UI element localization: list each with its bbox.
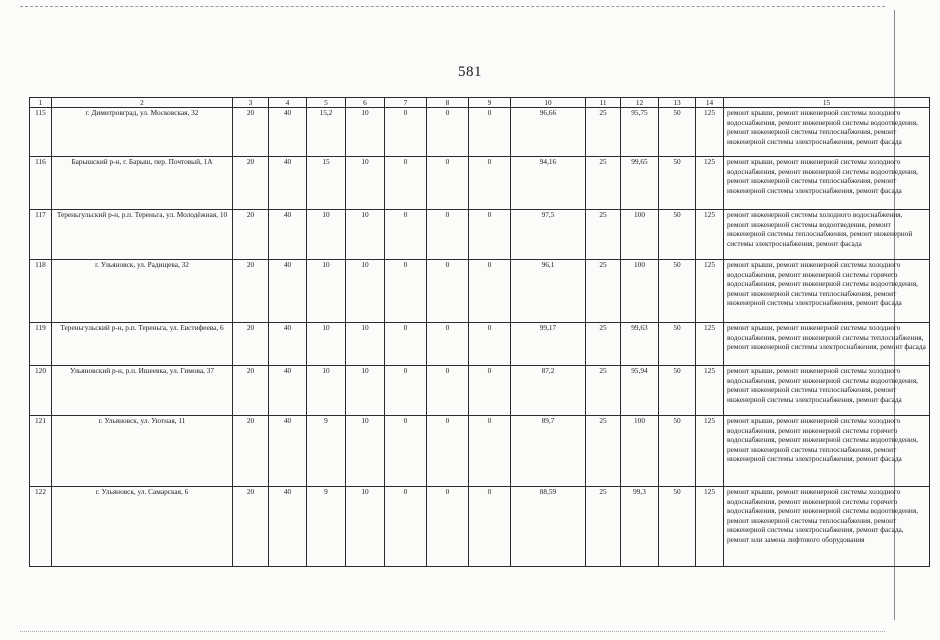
value-cell-c5: 10	[307, 366, 346, 416]
value-cell-c5: 9	[307, 487, 346, 567]
value-cell-c13: 50	[659, 210, 696, 260]
table-row	[30, 487, 930, 567]
value-cell-c8: 0	[427, 108, 469, 157]
value-cell-c7: 0	[385, 366, 427, 416]
value-cell-c11: 25	[586, 366, 621, 416]
works-cell: ремонт крыши, ремонт инженерной системы холодного водоснабжения, ремонт инженерной системы водоотведения, ремонт инженерной системы теплоснабжения, ремонт инженерной системы электроснабжения, ремонт фасада	[724, 108, 930, 157]
value-cell-c7: 0	[385, 108, 427, 157]
works-cell: ремонт крыши, ремонт инженерной системы холодного водоснабжения, ремонт инженерной системы теплоснабжения, ремонт инженерной системы электроснабжения, ремонт фасада	[724, 323, 930, 366]
value-cell-c10: 89,7	[511, 416, 586, 487]
value-cell-c8: 0	[427, 487, 469, 567]
column-number-8: 8	[427, 98, 469, 108]
value-cell-c11: 25	[586, 108, 621, 157]
value-cell-c13: 50	[659, 366, 696, 416]
value-cell-c5: 10	[307, 323, 346, 366]
row-number-cell: 119	[30, 323, 52, 366]
works-cell: ремонт крыши, ремонт инженерной системы холодного водоснабжения, ремонт инженерной системы водоотведения, ремонт инженерной системы теплоснабжения, ремонт инженерной системы электроснабжения, ремонт фасада	[724, 366, 930, 416]
value-cell-c6: 10	[346, 108, 385, 157]
value-cell-c10: 97,5	[511, 210, 586, 260]
value-cell-c12: 100	[621, 260, 659, 323]
value-cell-c3: 20	[233, 487, 269, 567]
row-number-cell: 117	[30, 210, 52, 260]
row-number-cell: 121	[30, 416, 52, 487]
value-cell-c14: 125	[696, 323, 724, 366]
works-cell: ремонт крыши, ремонт инженерной системы холодного водоснабжения, ремонт инженерной системы горячего водоснабжения, ремонт инженерной системы водоотведения, ремонт инженерной системы теплоснабжения, ремонт инженерной системы электроснабжения, ремонт фасада, ремонт или замена лифтового оборудования	[724, 487, 930, 567]
page-number: 581	[458, 64, 482, 80]
column-number-14: 14	[696, 98, 724, 108]
column-number-3: 3	[233, 98, 269, 108]
value-cell-c8: 0	[427, 323, 469, 366]
address-cell: г. Ульяновск, ул. Уютная, 11	[52, 416, 233, 487]
repair-program-table	[29, 97, 930, 567]
works-cell: ремонт крыши, ремонт инженерной системы холодного водоснабжения, ремонт инженерной системы водоотведения, ремонт инженерной системы теплоснабжения, ремонт инженерной системы электроснабжения, ремонт фасада	[724, 157, 930, 210]
value-cell-c4: 40	[269, 366, 307, 416]
value-cell-c4: 40	[269, 416, 307, 487]
value-cell-c9: 0	[469, 210, 511, 260]
value-cell-c6: 10	[346, 366, 385, 416]
value-cell-c6: 10	[346, 210, 385, 260]
value-cell-c4: 40	[269, 487, 307, 567]
address-cell: Тереньгульский р-н, р.п. Тереньга, ул. Евстифеева, 6	[52, 323, 233, 366]
value-cell-c6: 10	[346, 157, 385, 210]
column-number-6: 6	[346, 98, 385, 108]
column-number-10: 10	[511, 98, 586, 108]
value-cell-c5: 10	[307, 210, 346, 260]
column-number-9: 9	[469, 98, 511, 108]
table-row	[30, 260, 930, 323]
value-cell-c14: 125	[696, 260, 724, 323]
column-number-row	[30, 98, 930, 108]
value-cell-c10: 87,2	[511, 366, 586, 416]
value-cell-c4: 40	[269, 210, 307, 260]
value-cell-c11: 25	[586, 260, 621, 323]
value-cell-c9: 0	[469, 260, 511, 323]
value-cell-c13: 50	[659, 323, 696, 366]
table-row	[30, 323, 930, 366]
column-number-12: 12	[621, 98, 659, 108]
value-cell-c8: 0	[427, 157, 469, 210]
value-cell-c5: 10	[307, 260, 346, 323]
value-cell-c6: 10	[346, 323, 385, 366]
row-number-cell: 115	[30, 108, 52, 157]
value-cell-c4: 40	[269, 108, 307, 157]
scan-edge-bottom	[20, 631, 885, 632]
value-cell-c13: 50	[659, 487, 696, 567]
value-cell-c11: 25	[586, 157, 621, 210]
column-number-15: 15	[724, 98, 930, 108]
value-cell-c9: 0	[469, 157, 511, 210]
value-cell-c3: 20	[233, 323, 269, 366]
value-cell-c8: 0	[427, 210, 469, 260]
works-cell: ремонт крыши, ремонт инженерной системы холодного водоснабжения, ремонт инженерной системы горячего водоснабжения, ремонт инженерной системы водоотведения, ремонт инженерной системы теплоснабжения, ремонт инженерной системы электроснабжения, ремонт фасада	[724, 416, 930, 487]
value-cell-c3: 20	[233, 157, 269, 210]
table-row	[30, 108, 930, 157]
value-cell-c8: 0	[427, 366, 469, 416]
value-cell-c7: 0	[385, 487, 427, 567]
column-number-4: 4	[269, 98, 307, 108]
value-cell-c11: 25	[586, 210, 621, 260]
value-cell-c9: 0	[469, 323, 511, 366]
value-cell-c9: 0	[469, 366, 511, 416]
value-cell-c11: 25	[586, 323, 621, 366]
value-cell-c4: 40	[269, 260, 307, 323]
value-cell-c10: 96,66	[511, 108, 586, 157]
value-cell-c3: 20	[233, 366, 269, 416]
column-number-11: 11	[586, 98, 621, 108]
value-cell-c13: 50	[659, 157, 696, 210]
value-cell-c7: 0	[385, 323, 427, 366]
address-cell: г. Димитровград, ул. Московская, 32	[52, 108, 233, 157]
value-cell-c5: 9	[307, 416, 346, 487]
value-cell-c5: 15	[307, 157, 346, 210]
value-cell-c3: 20	[233, 210, 269, 260]
value-cell-c14: 125	[696, 487, 724, 567]
works-cell: ремонт крыши, ремонт инженерной системы холодного водоснабжения, ремонт инженерной системы горячего водоснабжения, ремонт инженерной системы водоотведения, ремонт инженерной системы теплоснабжения, ремонт инженерной системы электроснабжения, ремонт фасада	[724, 260, 930, 323]
address-cell: г. Ульяновск, ул. Радищева, 32	[52, 260, 233, 323]
row-number-cell: 116	[30, 157, 52, 210]
value-cell-c5: 15,2	[307, 108, 346, 157]
address-cell: Ульяновский р-н, р.п. Ишеевка, ул. Гимова, 37	[52, 366, 233, 416]
value-cell-c11: 25	[586, 487, 621, 567]
value-cell-c6: 10	[346, 416, 385, 487]
value-cell-c10: 88,59	[511, 487, 586, 567]
table-row	[30, 366, 930, 416]
value-cell-c12: 99,65	[621, 157, 659, 210]
value-cell-c14: 125	[696, 108, 724, 157]
value-cell-c8: 0	[427, 416, 469, 487]
address-cell: Тереньгульский р-н, р.п. Тереньга, ул. Молодёжная, 10	[52, 210, 233, 260]
value-cell-c7: 0	[385, 416, 427, 487]
column-number-7: 7	[385, 98, 427, 108]
value-cell-c13: 50	[659, 260, 696, 323]
value-cell-c7: 0	[385, 260, 427, 323]
value-cell-c10: 96,1	[511, 260, 586, 323]
value-cell-c3: 20	[233, 108, 269, 157]
value-cell-c12: 100	[621, 210, 659, 260]
value-cell-c14: 125	[696, 157, 724, 210]
value-cell-c7: 0	[385, 157, 427, 210]
value-cell-c12: 99,63	[621, 323, 659, 366]
row-number-cell: 122	[30, 487, 52, 567]
value-cell-c3: 20	[233, 260, 269, 323]
value-cell-c6: 10	[346, 487, 385, 567]
value-cell-c12: 100	[621, 416, 659, 487]
scan-edge-top	[20, 6, 885, 7]
value-cell-c10: 99,17	[511, 323, 586, 366]
value-cell-c7: 0	[385, 210, 427, 260]
value-cell-c9: 0	[469, 416, 511, 487]
value-cell-c13: 50	[659, 416, 696, 487]
value-cell-c6: 10	[346, 260, 385, 323]
works-cell: ремонт инженерной системы холодного водоснабжения, ремонт инженерной системы водоотведения, ремонт инженерной системы теплоснабжения, ремонт инженерной системы электроснабжения, ремонт фасада	[724, 210, 930, 260]
value-cell-c4: 40	[269, 323, 307, 366]
value-cell-c13: 50	[659, 108, 696, 157]
table-row	[30, 416, 930, 487]
value-cell-c8: 0	[427, 260, 469, 323]
column-number-2: 2	[52, 98, 233, 108]
value-cell-c10: 94,16	[511, 157, 586, 210]
value-cell-c12: 95,94	[621, 366, 659, 416]
table-row	[30, 210, 930, 260]
value-cell-c14: 125	[696, 210, 724, 260]
value-cell-c3: 20	[233, 416, 269, 487]
address-cell: г. Ульяновск, ул. Самарская, 6	[52, 487, 233, 567]
address-cell: Барышский р-н, г. Барыш, пер. Почтовый, 1А	[52, 157, 233, 210]
column-number-5: 5	[307, 98, 346, 108]
value-cell-c4: 40	[269, 157, 307, 210]
value-cell-c12: 95,75	[621, 108, 659, 157]
row-number-cell: 120	[30, 366, 52, 416]
column-number-1: 1	[30, 98, 52, 108]
value-cell-c11: 25	[586, 416, 621, 487]
value-cell-c12: 99,3	[621, 487, 659, 567]
column-number-13: 13	[659, 98, 696, 108]
row-number-cell: 118	[30, 260, 52, 323]
value-cell-c9: 0	[469, 487, 511, 567]
value-cell-c9: 0	[469, 108, 511, 157]
value-cell-c14: 125	[696, 416, 724, 487]
table-row	[30, 157, 930, 210]
value-cell-c14: 125	[696, 366, 724, 416]
